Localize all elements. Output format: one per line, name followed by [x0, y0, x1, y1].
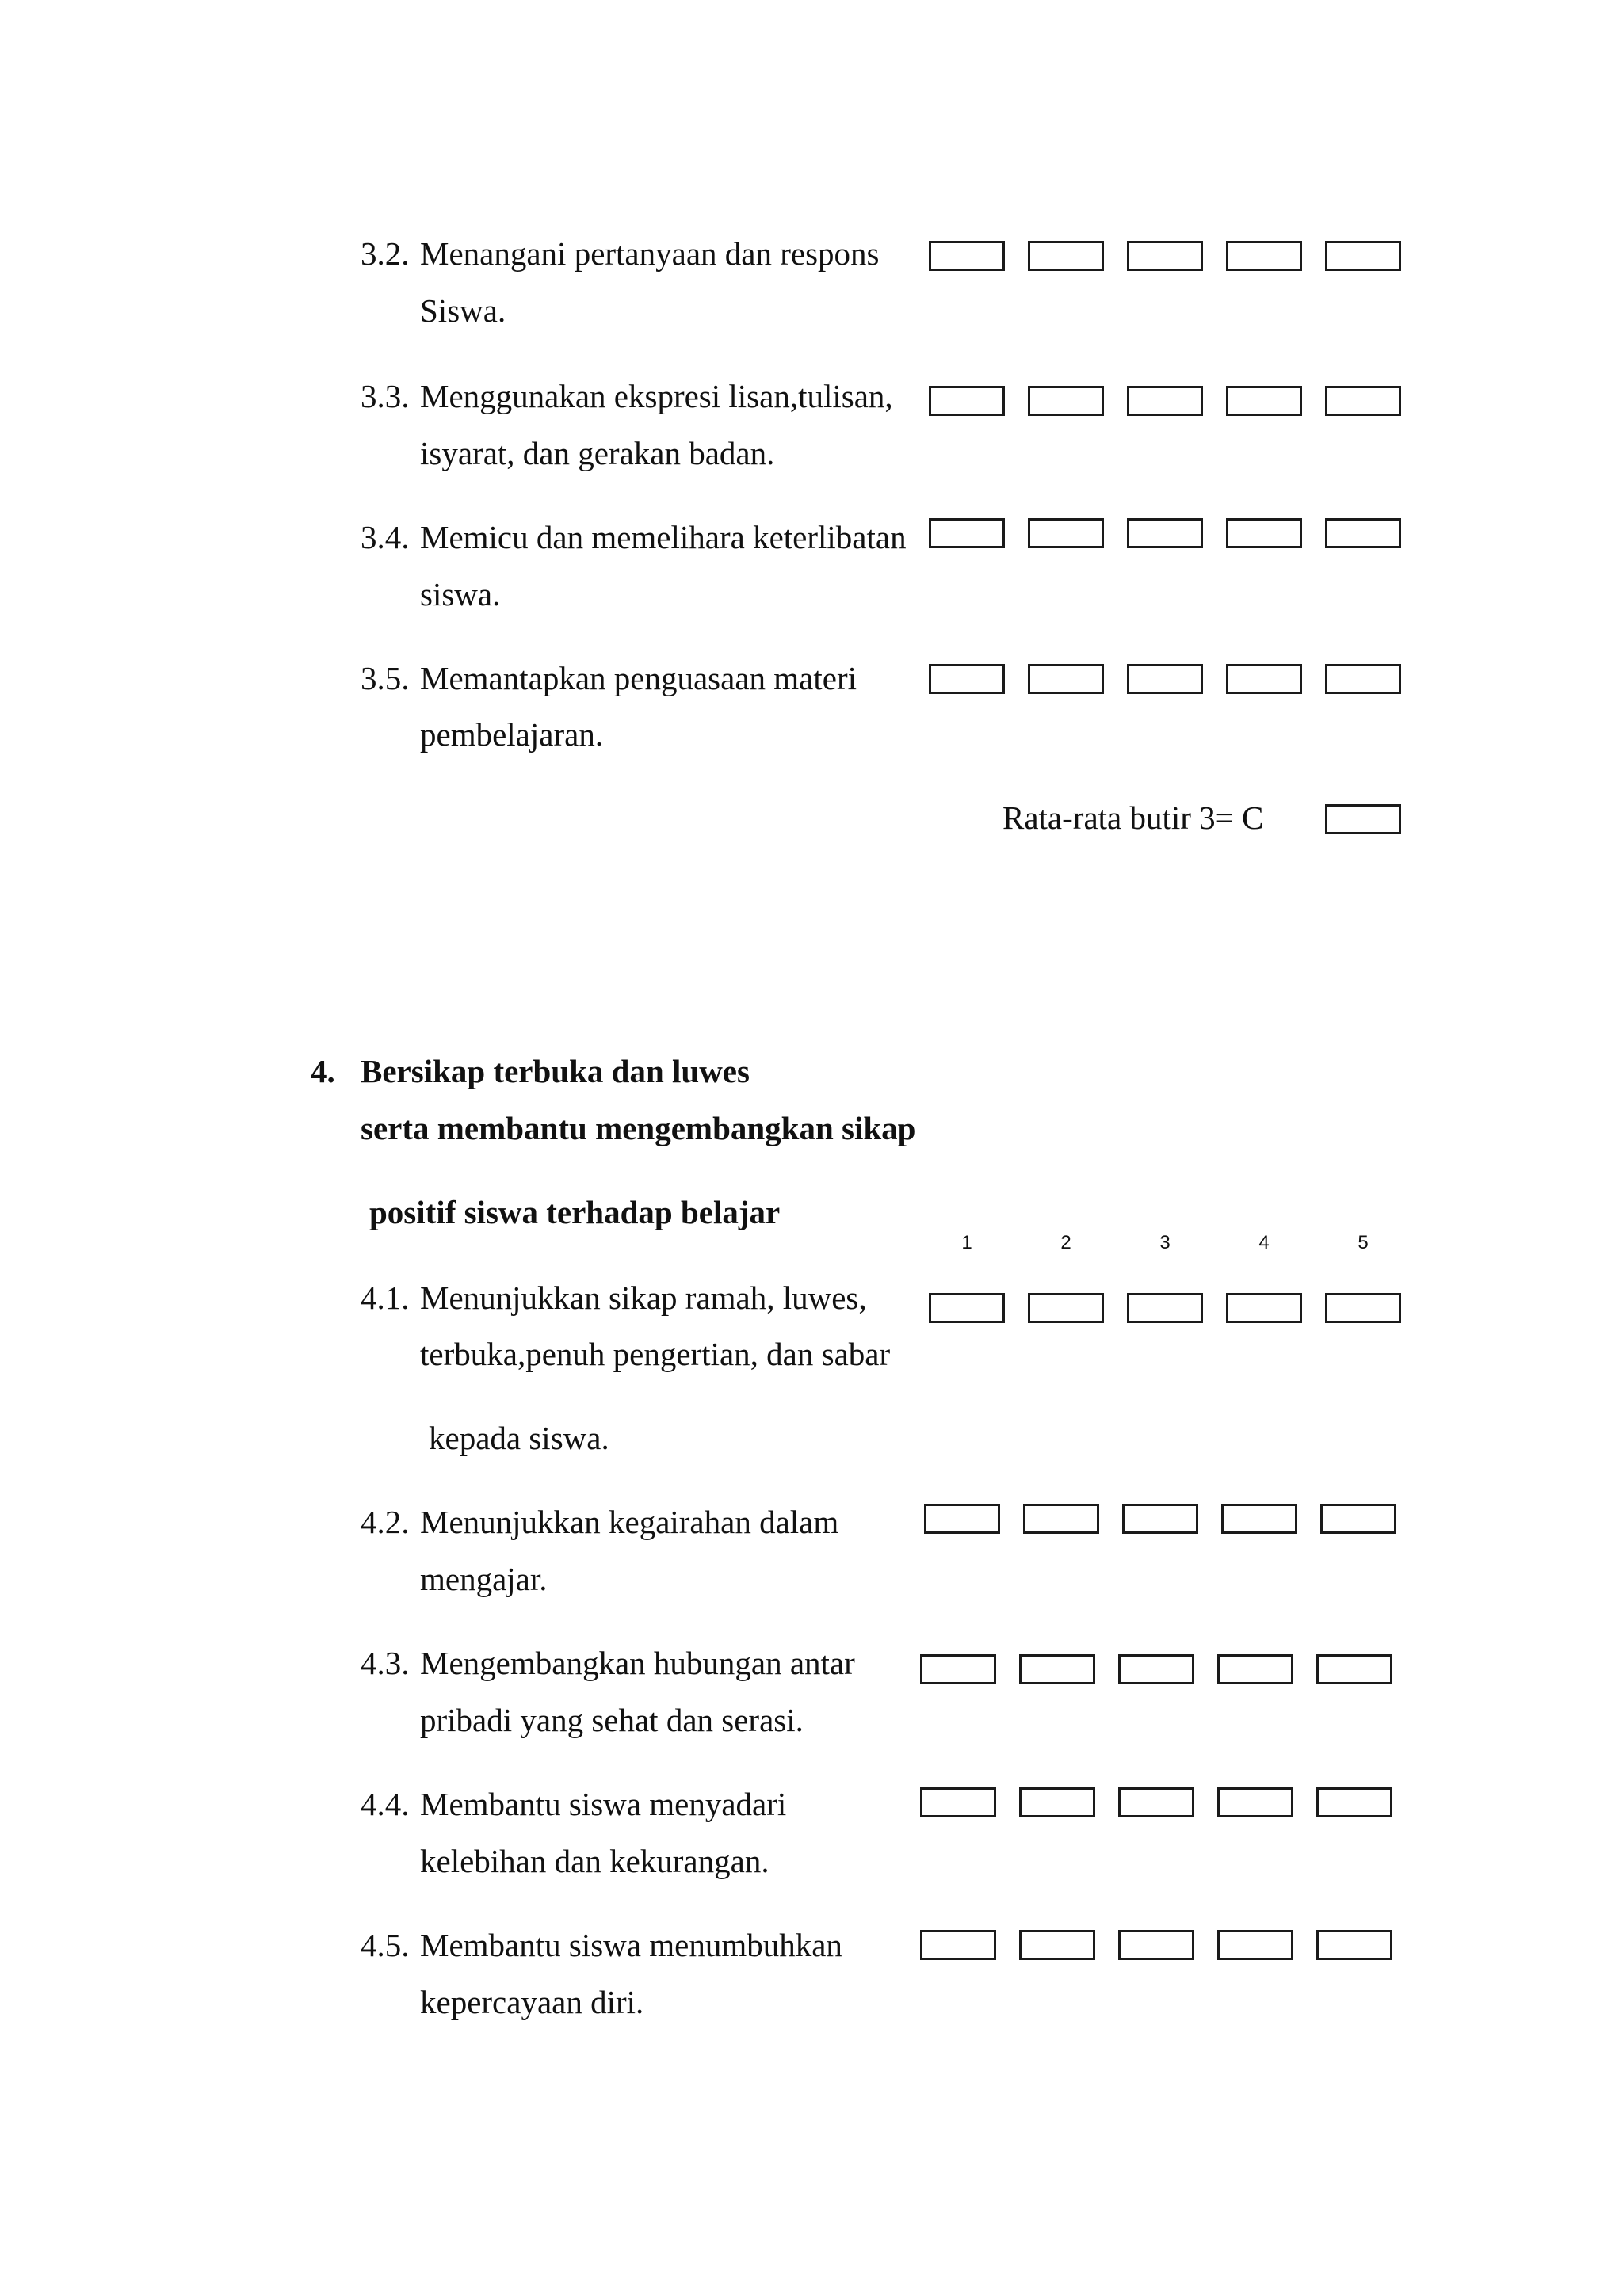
item-text: Memicu dan memelihara keterlibatan — [420, 519, 907, 555]
rating-box-5[interactable] — [1325, 241, 1401, 271]
item-number: 4.1. — [361, 1280, 410, 1316]
rating-box-2[interactable] — [1028, 241, 1104, 271]
rating-box-1[interactable] — [929, 518, 1005, 548]
rating-box-3[interactable] — [1127, 518, 1203, 548]
rating-box-1[interactable] — [920, 1930, 996, 1960]
rating-box-2[interactable] — [1019, 1654, 1095, 1684]
section-title: Bersikap terbuka dan luwes — [361, 1053, 750, 1089]
rating-box-1[interactable] — [920, 1787, 996, 1817]
item-text: terbuka,penuh pengertian, dan sabar — [420, 1336, 891, 1372]
rating-box-4[interactable] — [1217, 1787, 1293, 1817]
rating-box-3[interactable] — [1127, 386, 1203, 416]
item-text: pembelajaran. — [420, 716, 604, 753]
item-text: mengajar. — [420, 1561, 548, 1597]
rating-box-4[interactable] — [1217, 1930, 1293, 1960]
rating-box-2[interactable] — [1028, 386, 1104, 416]
rating-box-5[interactable] — [1316, 1930, 1392, 1960]
rating-box-2[interactable] — [1019, 1930, 1095, 1960]
item-text: Memantapkan penguasaan materi — [420, 660, 857, 696]
scale-label: 1 — [961, 1232, 972, 1253]
rating-box-5[interactable] — [1325, 1293, 1401, 1323]
rating-box-3[interactable] — [1118, 1654, 1194, 1684]
rating-box-1[interactable] — [929, 386, 1005, 416]
item-number: 4.4. — [361, 1786, 410, 1822]
item-number: 3.2. — [361, 235, 410, 272]
rating-box-3[interactable] — [1127, 241, 1203, 271]
rating-box-1[interactable] — [924, 1504, 1000, 1534]
rating-box-3[interactable] — [1122, 1504, 1198, 1534]
rating-box-4[interactable] — [1226, 664, 1302, 694]
rating-box-5[interactable] — [1325, 386, 1401, 416]
rating-box-5[interactable] — [1325, 664, 1401, 694]
average-box[interactable] — [1325, 804, 1401, 834]
item-number: 4.5. — [361, 1927, 410, 1963]
item-text: kelebihan dan kekurangan. — [420, 1843, 769, 1879]
rating-box-5[interactable] — [1316, 1654, 1392, 1684]
rating-box-3[interactable] — [1127, 664, 1203, 694]
rating-box-3[interactable] — [1118, 1787, 1194, 1817]
rating-box-4[interactable] — [1226, 386, 1302, 416]
item-text: Membantu siswa menyadari — [420, 1786, 787, 1822]
item-text: isyarat, dan gerakan badan. — [420, 435, 775, 471]
rating-box-4[interactable] — [1226, 518, 1302, 548]
item-text: Membantu siswa menumbuhkan — [420, 1927, 842, 1963]
item-text: siswa. — [420, 576, 501, 612]
rating-box-5[interactable] — [1316, 1787, 1392, 1817]
rating-box-2[interactable] — [1023, 1504, 1099, 1534]
item-text: Menggunakan ekspresi lisan,tulisan, — [420, 378, 893, 414]
rating-box-2[interactable] — [1028, 664, 1104, 694]
rating-box-4[interactable] — [1226, 1293, 1302, 1323]
item-number: 3.4. — [361, 519, 410, 555]
item-text: kepada siswa. — [429, 1420, 609, 1456]
scale-label: 3 — [1159, 1232, 1170, 1253]
section-title: serta membantu mengembangkan sikap — [361, 1110, 916, 1146]
item-text: pribadi yang sehat dan serasi. — [420, 1702, 804, 1738]
rating-box-5[interactable] — [1325, 518, 1401, 548]
rating-box-3[interactable] — [1118, 1930, 1194, 1960]
item-number: 4.2. — [361, 1504, 410, 1540]
average-label: Rata-rata butir 3= C — [1002, 799, 1264, 836]
item-text: Mengembangkan hubungan antar — [420, 1645, 855, 1681]
rating-box-5[interactable] — [1320, 1504, 1396, 1534]
item-text: kepercayaan diri. — [420, 1984, 644, 2020]
scale-label: 2 — [1060, 1232, 1071, 1253]
section-number: 4. — [311, 1053, 335, 1089]
scale-label: 5 — [1358, 1232, 1369, 1253]
rating-box-1[interactable] — [929, 241, 1005, 271]
scale-label: 4 — [1258, 1232, 1270, 1253]
item-text: Menunjukkan sikap ramah, luwes, — [420, 1280, 867, 1316]
item-text: Siswa. — [420, 292, 506, 329]
rating-box-2[interactable] — [1028, 518, 1104, 548]
rating-box-4[interactable] — [1226, 241, 1302, 271]
item-number: 4.3. — [361, 1645, 410, 1681]
rating-box-4[interactable] — [1221, 1504, 1297, 1534]
rating-box-1[interactable] — [920, 1654, 996, 1684]
rating-box-2[interactable] — [1028, 1293, 1104, 1323]
item-text: Menangani pertanyaan dan respons — [420, 235, 880, 272]
item-number: 3.3. — [361, 378, 410, 414]
item-text: Menunjukkan kegairahan dalam — [420, 1504, 839, 1540]
rating-box-3[interactable] — [1127, 1293, 1203, 1323]
rating-box-2[interactable] — [1019, 1787, 1095, 1817]
rating-box-1[interactable] — [929, 1293, 1005, 1323]
item-number: 3.5. — [361, 660, 410, 696]
rating-box-4[interactable] — [1217, 1654, 1293, 1684]
section-title: positif siswa terhadap belajar — [369, 1194, 781, 1230]
rating-box-1[interactable] — [929, 664, 1005, 694]
